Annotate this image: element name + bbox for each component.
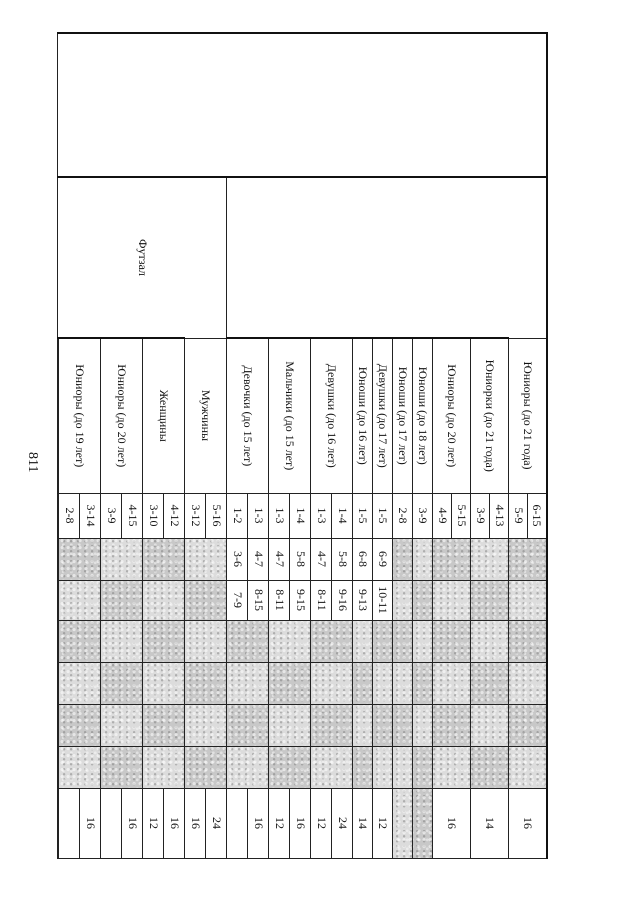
- shaded-cell: [393, 538, 413, 580]
- shaded-cell: [101, 620, 143, 662]
- shaded-cell: [143, 662, 185, 704]
- range-value: 5-8: [335, 551, 350, 567]
- range-cell: [269, 580, 311, 620]
- shaded-cell: [227, 746, 269, 788]
- shaded-cell: [413, 746, 433, 788]
- category-cell: Юноши (до 16 лет): [353, 338, 373, 493]
- shaded-cell: [433, 620, 471, 662]
- shaded-cell: [227, 704, 269, 746]
- shaded-cell: [433, 580, 471, 620]
- shaded-cell: [471, 620, 509, 662]
- shaded-cell: [269, 704, 311, 746]
- range-value: 4-12: [167, 504, 182, 527]
- count-cell: 16: [433, 788, 471, 858]
- count-cell: [311, 788, 353, 858]
- count-cell: [227, 788, 269, 858]
- range-value: 5-15: [454, 504, 469, 527]
- range-value: 1-3: [251, 507, 266, 524]
- range-cell: [509, 493, 547, 538]
- shaded-cell: [393, 746, 413, 788]
- shaded-cell: [59, 662, 101, 704]
- shaded-cell: [433, 746, 471, 788]
- sport-cell-blank: [227, 177, 547, 338]
- range-value: 3-12: [186, 494, 207, 538]
- empty-cell: [58, 704, 59, 746]
- range-cell: 1-5: [353, 493, 373, 538]
- empty-left-cell: [58, 33, 547, 177]
- range-value: 3-9: [472, 494, 491, 538]
- range-value: 6-15: [530, 504, 545, 527]
- shaded-cell: [471, 704, 509, 746]
- range-cell: [59, 493, 101, 538]
- shaded-cell: [101, 704, 143, 746]
- shaded-cell: [101, 538, 143, 580]
- table-row: [509, 33, 547, 858]
- range-value: 1-4: [293, 507, 308, 524]
- range-value: 2-8: [60, 494, 81, 538]
- count-value: 16: [83, 817, 98, 829]
- category-cell: Юниоры (до 19 лет): [59, 338, 101, 493]
- shaded-cell: [433, 704, 471, 746]
- shaded-cell: [393, 580, 413, 620]
- category-cell: Мальчики (до 15 лет): [269, 338, 311, 493]
- category-cell: Мужчины: [185, 338, 227, 493]
- range-value: 5-8: [293, 551, 308, 567]
- range-value: 8-11: [312, 581, 333, 620]
- range-cell: 6-8: [353, 538, 373, 580]
- shaded-cell: [185, 746, 227, 788]
- shaded-cell: [311, 662, 353, 704]
- shaded-cell: [143, 620, 185, 662]
- count-cell: [143, 788, 185, 858]
- shaded-cell: [373, 620, 393, 662]
- shaded-cell: [269, 662, 311, 704]
- shaded-cell: [509, 538, 547, 580]
- range-cell: [143, 493, 185, 538]
- shaded-cell: [413, 580, 433, 620]
- shaded-cell: [185, 538, 227, 580]
- range-cell: [311, 580, 353, 620]
- range-value: 9-15: [293, 589, 308, 611]
- shaded-cell: [413, 662, 433, 704]
- count-value: 16: [186, 789, 207, 858]
- range-cell: [311, 538, 353, 580]
- range-value: 1-3: [312, 494, 333, 538]
- count-value: 12: [270, 789, 291, 858]
- range-cell: 1-5: [373, 493, 393, 538]
- range-value: 5-16: [209, 504, 224, 527]
- range-cell: [269, 493, 311, 538]
- rotated-table-page: [63, 32, 548, 857]
- range-cell: [101, 493, 143, 538]
- shaded-cell: [60, 789, 81, 858]
- range-value: 5-9: [510, 494, 529, 538]
- shaded-cell: [433, 538, 471, 580]
- shaded-cell: [102, 789, 123, 858]
- shaded-cell: [227, 662, 269, 704]
- shaded-cell: [373, 746, 393, 788]
- category-cell: Девушки (до 17 лет): [373, 338, 393, 493]
- range-cell: 9-13: [353, 580, 373, 620]
- shaded-cell: [143, 580, 185, 620]
- category-cell: Девушки (до 16 лет): [311, 338, 353, 493]
- shaded-cell: [393, 704, 413, 746]
- shaded-cell: [393, 788, 413, 858]
- empty-cell: [58, 662, 59, 704]
- count-cell: [269, 788, 311, 858]
- category-cell: Юноши (до 18 лет): [413, 338, 433, 493]
- empty-cell: [58, 338, 59, 493]
- range-value: 1-2: [228, 494, 249, 538]
- shaded-cell: [185, 620, 227, 662]
- count-value: 16: [125, 817, 140, 829]
- category-cell: Юноши (до 17 лет): [393, 338, 413, 493]
- empty-cell: [58, 620, 59, 662]
- range-cell: [311, 493, 353, 538]
- count-value: 16: [167, 817, 182, 829]
- empty-cell: [58, 538, 59, 580]
- shaded-cell: [509, 580, 547, 620]
- shaded-cell: [353, 620, 373, 662]
- range-value: 4-13: [492, 504, 507, 527]
- category-cell: Юниоры (до 21 года): [509, 338, 547, 493]
- category-cell: Юниорки (до 21 года): [471, 338, 509, 493]
- range-value: 3-14: [83, 504, 98, 527]
- category-cell: Юниоры (до 20 лет): [101, 338, 143, 493]
- count-cell: [59, 788, 101, 858]
- range-value: 4-15: [125, 504, 140, 527]
- shaded-cell: [353, 704, 373, 746]
- shaded-cell: [413, 538, 433, 580]
- range-value: 1-4: [335, 507, 350, 524]
- range-value: 4-7: [251, 551, 266, 567]
- count-cell: [185, 788, 227, 858]
- range-value: 4-9: [434, 494, 453, 538]
- range-cell: [185, 493, 227, 538]
- count-value: 12: [144, 789, 165, 858]
- shaded-cell: [101, 580, 143, 620]
- range-value: 4-7: [312, 539, 333, 580]
- empty-cell: [58, 580, 59, 620]
- count-value: 24: [335, 817, 350, 829]
- shaded-cell: [269, 620, 311, 662]
- range-cell: [433, 493, 471, 538]
- shaded-cell: [101, 746, 143, 788]
- shaded-cell: [413, 620, 433, 662]
- shaded-cell: [59, 580, 101, 620]
- shaded-cell: [373, 662, 393, 704]
- shaded-cell: [353, 746, 373, 788]
- count-value: 12: [312, 789, 333, 858]
- shaded-cell: [393, 620, 413, 662]
- shaded-cell: [471, 662, 509, 704]
- range-value: 3-6: [228, 539, 249, 580]
- shaded-cell: [143, 704, 185, 746]
- range-value: 8-11: [270, 581, 291, 620]
- range-value: 7-9: [228, 581, 249, 620]
- shaded-cell: [311, 704, 353, 746]
- count-value: 16: [293, 817, 308, 829]
- shaded-cell: [59, 538, 101, 580]
- range-value: 1-3: [270, 494, 291, 538]
- range-cell: [227, 493, 269, 538]
- count-value: 16: [251, 817, 266, 829]
- shaded-cell: [471, 538, 509, 580]
- count-cell: 12: [373, 788, 393, 858]
- shaded-cell: [509, 704, 547, 746]
- shaded-cell: [185, 662, 227, 704]
- range-cell: [471, 493, 509, 538]
- range-cell: [269, 538, 311, 580]
- count-value: 24: [209, 817, 224, 829]
- shaded-cell: [471, 746, 509, 788]
- shaded-cell: [413, 788, 433, 858]
- empty-cell: [58, 746, 59, 788]
- shaded-cell: [509, 620, 547, 662]
- shaded-cell: [59, 620, 101, 662]
- shaded-cell: [311, 746, 353, 788]
- shaded-cell: [143, 746, 185, 788]
- shaded-cell: [373, 704, 393, 746]
- shaded-cell: [413, 704, 433, 746]
- shaded-cell: [59, 746, 101, 788]
- range-value: 9-16: [335, 589, 350, 611]
- shaded-cell: [509, 746, 547, 788]
- range-value: 3-10: [144, 494, 165, 538]
- shaded-cell: [269, 746, 311, 788]
- count-cell: 14: [353, 788, 373, 858]
- count-value: [228, 789, 249, 858]
- shaded-cell: [185, 580, 227, 620]
- range-cell: [227, 580, 269, 620]
- shaded-cell: [393, 662, 413, 704]
- range-cell: 10-11: [373, 580, 393, 620]
- shaded-cell: [143, 538, 185, 580]
- range-cell: 6-9: [373, 538, 393, 580]
- category-cell: Женщины: [143, 338, 185, 493]
- page-number: 811: [25, 452, 40, 473]
- shaded-cell: [101, 662, 143, 704]
- range-cell: 2-8: [393, 493, 413, 538]
- range-value: 4-7: [270, 539, 291, 580]
- shaded-cell: [227, 620, 269, 662]
- range-value: 8-15: [251, 589, 266, 611]
- count-cell: [101, 788, 143, 858]
- shaded-cell: [433, 662, 471, 704]
- shaded-cell: [185, 704, 227, 746]
- range-cell: [227, 538, 269, 580]
- count-cell: 16: [509, 788, 547, 858]
- shaded-cell: [59, 704, 101, 746]
- shaded-cell: [509, 662, 547, 704]
- range-value: 3-9: [102, 494, 123, 538]
- shaded-cell: [353, 662, 373, 704]
- sport-cell-futsal: Футзал: [58, 177, 227, 338]
- shaded-cell: [471, 580, 509, 620]
- sport-categories-table: [58, 32, 549, 859]
- category-cell: Юниоры (до 20 лет): [433, 338, 471, 493]
- range-cell: 3-9: [413, 493, 433, 538]
- category-cell: Девочки (до 15 лет): [227, 338, 269, 493]
- shaded-cell: [311, 620, 353, 662]
- count-cell: 14: [471, 788, 509, 858]
